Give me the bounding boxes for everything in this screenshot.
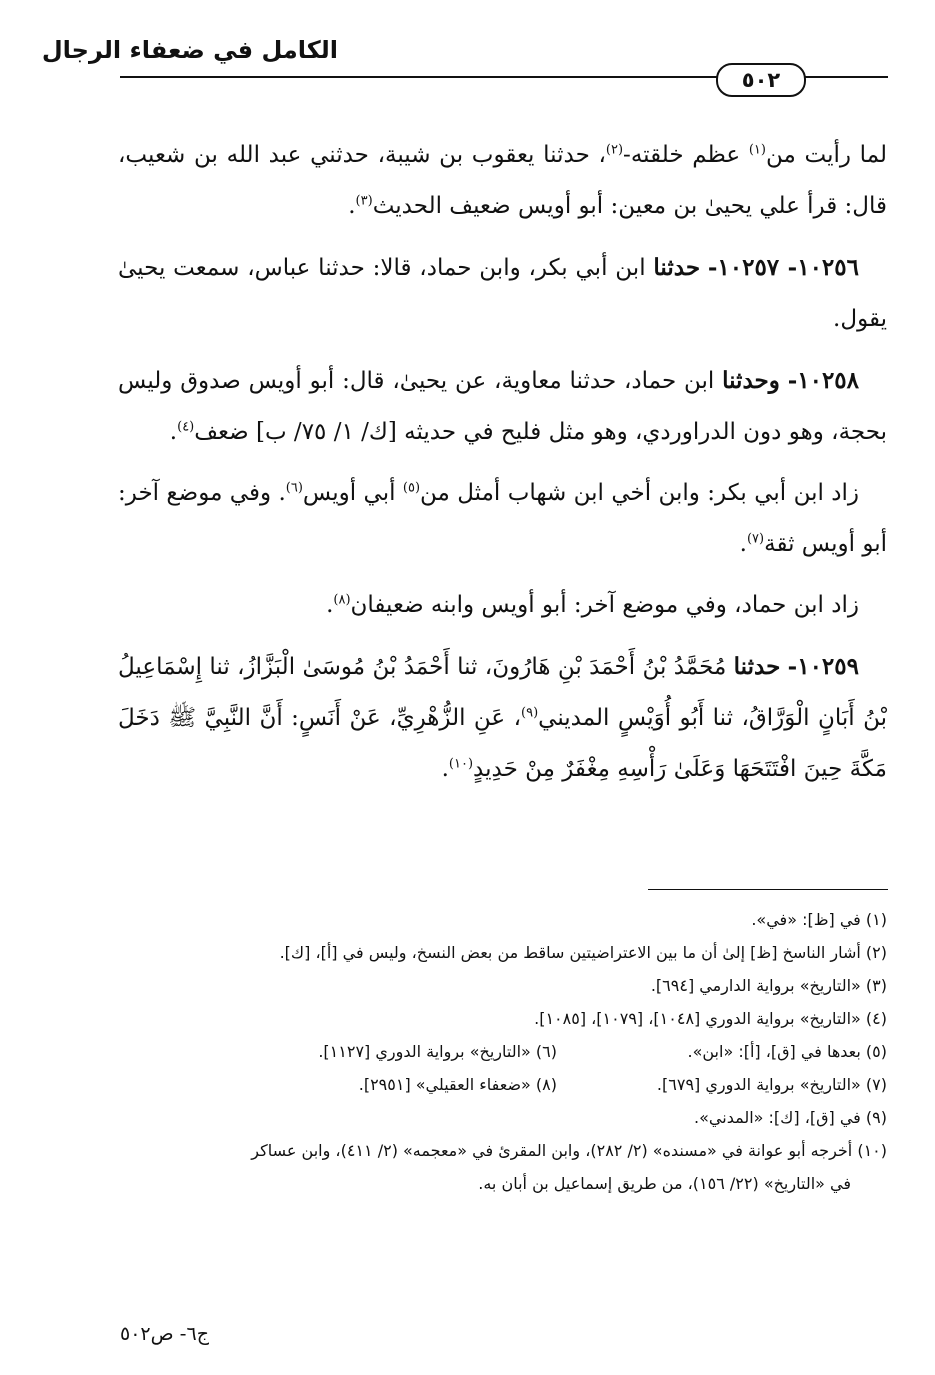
footnote-ref: (٦) (285, 480, 303, 496)
text-run: زاد ابن أبي بكر: وابن أخي ابن شهاب أمثل من (420, 480, 859, 506)
text-run: . (739, 531, 747, 557)
footnote-ref: (٢) (605, 142, 624, 158)
text-run: ، عَنِ الزُّهْرِيِّ، عَنْ أَنَسٍ: أَنَّ النَّبِيَّ ﷺ دَخَلَ مَكَّةَ حِينَ افْتَتَحَهَا وَعَلَىٰ رَأْسِهِ مِغْفَرٌ مِنْ حَدِيدٍ (118, 705, 887, 782)
page-number-badge: ٥٠٢ (716, 63, 806, 97)
text-run: مُحَمَّدُ بْنُ أَحْمَدَ بْنِ هَارُونَ، ثنا أَحْمَدُ بْنُ مُوسَىٰ الْبَزَّازُ، ثنا إِسْمَاعِيلُ بْنُ أَبَانٍ الْوَرَّاقُ، ثنا أَبُو أُوَيْسٍ المديني (118, 654, 887, 731)
text-run: . (326, 592, 334, 618)
footnote-10-continued: في «التاريخ» (٢٢/ ١٥٦)، من طريق إسماعيل بن أبان به. (478, 1174, 851, 1193)
footnote-ref: (١) (748, 142, 766, 158)
footnote-ref: (٨) (333, 592, 351, 608)
footer-signature: ج٦- ص٥٠٢ (120, 1323, 209, 1345)
footnote-4: (٤) «التاريخ» برواية الدوري [١٠٤٨]، [١٠٧٩]، [١٠٨٥]. (534, 1009, 887, 1028)
text-run: ، حدثنا يعقوب بن شيبة، حدثني عبد الله بن شعيب، قال: قرأ علي يحيىٰ بن معين: أبو أويس ضعيف الحديث (118, 142, 887, 219)
text-run: . (169, 419, 178, 445)
narration-keyword: حدثنا (653, 254, 701, 281)
paragraph-4 (118, 468, 887, 570)
footnote-10: (١٠) أخرجه أبو عوانة في «مسنده» (٢/ ٢٨٢)، وابن المقرئ في «معجمه» (٢/ ٤١١)، وابن عساكر (251, 1141, 887, 1160)
paragraph-1 (118, 130, 887, 232)
text-run: لما رأيت من (765, 142, 887, 168)
running-header-title: الكامل في ضعفاء الرجال (41, 36, 338, 64)
entry-number: ١٠٢٥٦- ١٠٢٥٧- (707, 254, 859, 281)
footnote-5: (٥) بعدها في [ق]، [أ]: «ابن». (687, 1042, 887, 1061)
main-text (118, 130, 887, 805)
text-run: . (348, 193, 356, 219)
text-run: ابن أبي بكر، وابن حماد، قالا: حدثنا عباس، سمعت يحيىٰ يقول. (118, 255, 887, 332)
text-run: أبي أويس (302, 480, 403, 506)
footnote-ref: (١٠) (448, 756, 474, 772)
footnote-separator (648, 889, 888, 890)
footnote-ref: (٤) (177, 419, 195, 435)
narration-keyword: وحدثنا (722, 367, 780, 394)
footnote-8: (٨) «ضعفاء العقيلي» [٢٩٥١]. (358, 1075, 557, 1094)
paragraph-5 (118, 580, 887, 631)
footnote-row-7-8 (118, 1068, 887, 1101)
narration-keyword: حدثنا (733, 653, 781, 680)
footnote-ref: (٧) (746, 531, 765, 547)
footnote-row-5-6 (118, 1035, 887, 1068)
footnote-7: (٧) «التاريخ» برواية الدوري [٦٧٩]. (656, 1075, 887, 1094)
footnote-1: (١) في [ظ]: «في». (751, 910, 887, 929)
text-run: . وفي موضع آخر: أبو أويس ثقة (118, 480, 887, 557)
footnote-ref: (٩) (521, 705, 539, 721)
footnote-9: (٩) في [ق]، [ك]: «المدني». (694, 1108, 887, 1127)
entry-number: ١٠٢٥٩- (787, 653, 859, 680)
text-run: عظم خلقته- (623, 142, 749, 168)
text-run: ابن حماد، حدثنا معاوية، عن يحيىٰ، قال: أبو أويس صدوق وليس بحجة، وهو دون الدراوردي، وهو مثل فليح في حديثه [ك/ ١/ ٧٥/ ب] ضعف (118, 368, 887, 445)
footnote-ref: (٥) (402, 480, 421, 496)
footnote-2: (٢) أشار الناسخ [ظ] إلىٰ أن ما بين الاعتراضيتين ساقط من بعض النسخ، وليس في [أ]، [ك]. (279, 943, 887, 962)
paragraph-2 (118, 242, 887, 345)
footnote-ref: (٣) (355, 193, 373, 209)
footnote-3: (٣) «التاريخ» برواية الدارمي [٦٩٤]. (650, 976, 887, 995)
text-run: زاد ابن حماد، وفي موضع آخر: أبو أويس وابنه ضعيفان (350, 592, 859, 618)
entry-number: ١٠٢٥٨- (787, 367, 860, 394)
footnote-6: (٦) «التاريخ» برواية الدوري [١١٢٧]. (318, 1042, 557, 1061)
footnotes (118, 903, 887, 1200)
paragraph-3 (118, 355, 887, 458)
paragraph-6 (118, 641, 887, 795)
text-run: . (441, 756, 449, 782)
